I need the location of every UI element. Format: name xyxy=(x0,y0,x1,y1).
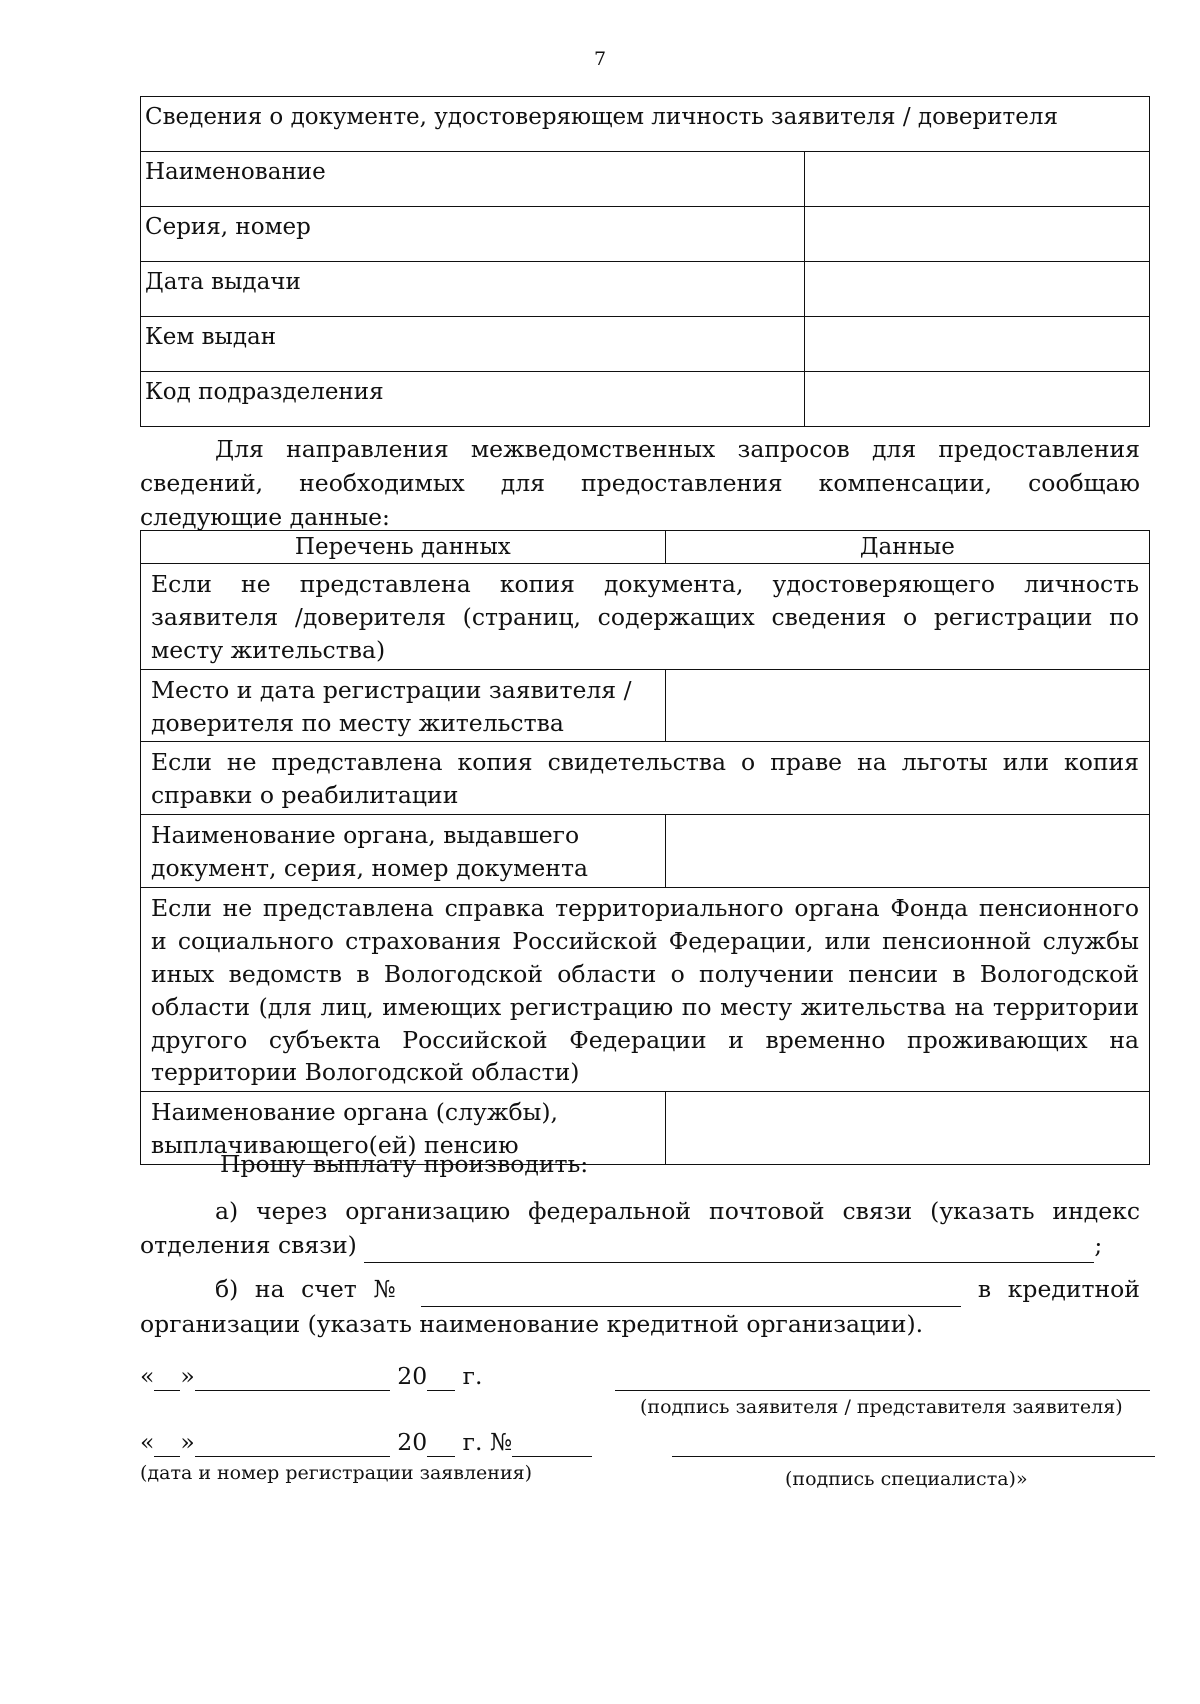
id-issue-date-field[interactable] xyxy=(804,262,1149,317)
table-row xyxy=(141,262,1150,317)
applicant-signature-caption: (подпись заявителя / представителя заявителя) xyxy=(640,1396,1123,1418)
quote-open: « xyxy=(140,1362,155,1390)
column-header-data: Данные xyxy=(665,531,1149,564)
pension-authority-field[interactable] xyxy=(665,1092,1149,1165)
registration-date-line xyxy=(140,1428,592,1457)
payment-option-a-text: а) через организацию федеральной почтовой связи (указать индекс отделения связи) xyxy=(140,1197,1140,1260)
table-row xyxy=(141,152,1150,207)
issuing-authority-label: Наименование органа, выдавшего документ, серия, номер документа xyxy=(141,815,666,888)
data-list-table xyxy=(140,530,1150,1165)
id-division-code-label: Код подразделения xyxy=(141,372,805,427)
id-issue-date-label: Дата выдачи xyxy=(141,262,805,317)
year-suffix-number: г. № xyxy=(462,1428,513,1456)
intro-paragraph: Для направления межведомственных запросов для предоставления сведений, необходимых для предоставления компенсации, сообщаю следующие данные: xyxy=(140,435,1140,532)
id-series-field[interactable] xyxy=(804,207,1149,262)
id-document-header: Сведения о документе, удостоверяющем личность заявителя / доверителя xyxy=(141,97,1150,152)
quote-open: « xyxy=(140,1428,155,1456)
specialist-signature-caption: (подпись специалиста)» xyxy=(785,1468,1028,1490)
table-row xyxy=(141,372,1150,427)
table-row xyxy=(141,317,1150,372)
applicant-signature-line[interactable] xyxy=(615,1390,1150,1391)
table-row xyxy=(141,888,1150,1092)
applicant-date-line xyxy=(140,1362,482,1391)
year-prefix: 20 xyxy=(397,1362,428,1390)
page-number: 7 xyxy=(593,48,607,70)
table-row xyxy=(141,742,1150,815)
registration-place-label: Место и дата регистрации заявителя /доверителя по месту жительства xyxy=(141,669,666,742)
table-row xyxy=(141,207,1150,262)
applicant-year-field[interactable] xyxy=(427,1362,455,1391)
pension-authority-label: Наименование органа (службы), выплачивающего(ей) пенсию xyxy=(141,1092,666,1165)
registration-day-field[interactable] xyxy=(154,1428,180,1457)
year-prefix: 20 xyxy=(397,1428,428,1456)
quote-close: » xyxy=(180,1362,195,1390)
full-row-pension-certificate: Если не представлена справка территориального органа Фонда пенсионного и социального страхования Российской Федерации, или пенсионной службы иных ведомств в Вологодской области о получении пенсии в Вологодской области (для лиц, имеющих регистрацию по месту жительства на территории другого субъекта Российской Федерации и временно проживающих на территории Вологодской области) xyxy=(141,888,1150,1092)
registration-month-field[interactable] xyxy=(195,1428,390,1457)
table-row xyxy=(141,564,1150,670)
id-series-label: Серия, номер xyxy=(141,207,805,262)
registration-place-field[interactable] xyxy=(665,669,1149,742)
id-name-field[interactable] xyxy=(804,152,1149,207)
issuing-authority-field[interactable] xyxy=(665,815,1149,888)
table-row xyxy=(141,669,1150,742)
id-issued-by-field[interactable] xyxy=(804,317,1149,372)
registration-number-field[interactable] xyxy=(512,1428,592,1457)
registration-year-field[interactable] xyxy=(427,1428,455,1457)
quote-close: » xyxy=(180,1428,195,1456)
registration-caption: (дата и номер регистрации заявления) xyxy=(140,1462,533,1484)
payment-heading: Прошу выплату производить: xyxy=(220,1150,589,1178)
column-header-list: Перечень данных xyxy=(141,531,666,564)
account-number-field[interactable] xyxy=(421,1272,961,1307)
specialist-signature-line[interactable] xyxy=(672,1456,1155,1457)
full-row-id-copy: Если не представлена копия документа, удостоверяющего личность заявителя /доверителя (страниц, содержащих сведения о регистрации по месту жительства) xyxy=(141,564,1150,670)
id-name-label: Наименование xyxy=(141,152,805,207)
payment-option-b-prefix: б) на счет № xyxy=(215,1275,405,1303)
payment-option-b xyxy=(140,1272,1140,1341)
id-division-code-field[interactable] xyxy=(804,372,1149,427)
year-suffix: г. xyxy=(462,1362,483,1390)
table-row xyxy=(141,815,1150,888)
data-list-header-row xyxy=(141,531,1150,564)
id-issued-by-label: Кем выдан xyxy=(141,317,805,372)
payment-option-b-suffix: в кредитной организации (указать наименование кредитной организации). xyxy=(140,1275,1140,1339)
postal-index-field[interactable] xyxy=(364,1228,1094,1263)
applicant-month-field[interactable] xyxy=(195,1362,390,1391)
applicant-day-field[interactable] xyxy=(154,1362,180,1391)
payment-option-a xyxy=(140,1194,1140,1263)
id-document-table xyxy=(140,96,1150,427)
payment-option-a-end: ; xyxy=(1094,1231,1103,1260)
id-document-header-row xyxy=(141,97,1150,152)
full-row-benefit-copy: Если не представлена копия свидетельства о праве на льготы или копия справки о реабилитации xyxy=(141,742,1150,815)
